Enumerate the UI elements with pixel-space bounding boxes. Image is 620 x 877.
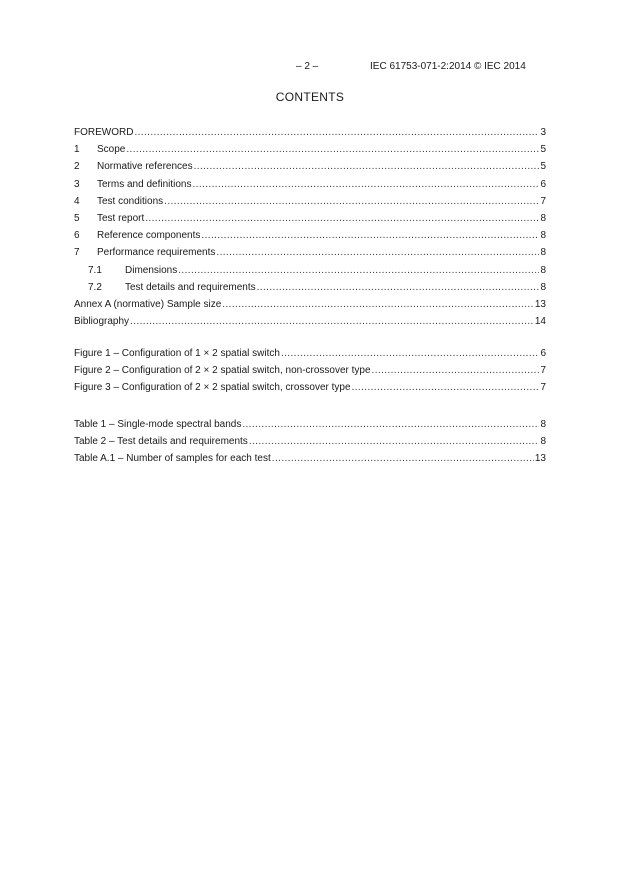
dot-leader (257, 279, 540, 296)
toc-entry-label: Scope (97, 144, 126, 156)
toc-entry-page: 5 (540, 161, 546, 173)
toc-entry[interactable] (74, 345, 546, 362)
toc-entry-label: Figure 1 – Configuration of 1 × 2 spatial switch (74, 348, 280, 359)
toc-entry-label: FOREWORD (74, 127, 134, 138)
page-title: CONTENTS (275, 90, 345, 104)
toc-entry-label: Table 1 – Single-mode spectral bands (74, 419, 242, 430)
toc-entry-page: 14 (534, 316, 546, 328)
toc-entry[interactable] (74, 141, 546, 158)
dot-leader (242, 416, 539, 433)
toc-entry-number: 2 (74, 161, 80, 173)
toc-entry-number: 7.2 (88, 281, 102, 293)
dot-leader (222, 296, 534, 313)
toc-entry-label: Reference components (97, 230, 201, 242)
toc-entry-label: Dimensions (125, 264, 178, 276)
toc-entry-label: Bibliography (74, 316, 130, 328)
toc-entry-number: 4 (74, 195, 80, 207)
toc-entry-page: 13 (534, 298, 546, 310)
toc-entry-page: 7 (540, 365, 546, 377)
toc-entry[interactable] (74, 210, 546, 227)
toc-entry-page: 7 (540, 195, 546, 207)
toc-entry[interactable] (74, 450, 546, 467)
toc-entry-label: Test report (97, 212, 145, 224)
document-reference: IEC 61753-071-2:2014 © IEC 2014 (370, 61, 526, 72)
toc-figures (74, 345, 546, 397)
toc-entry-page: 7 (540, 382, 546, 394)
toc-entry[interactable] (74, 193, 546, 210)
toc-entry[interactable] (74, 244, 546, 261)
toc-entry-page: 8 (540, 230, 546, 242)
dot-leader (249, 433, 540, 450)
toc-entry-number: 7.1 (88, 264, 102, 276)
toc-tables (74, 416, 546, 468)
toc-entry-page: 6 (540, 348, 546, 359)
toc-entry-number: 1 (74, 144, 80, 156)
toc-entry-label: Figure 3 – Configuration of 2 × 2 spatial switch, crossover type (74, 382, 351, 394)
toc-entry-label: Normative references (97, 161, 193, 173)
toc-entry-page: 8 (540, 281, 546, 293)
toc-entry-label: Test conditions (97, 195, 164, 207)
toc-entry-number: 6 (74, 230, 80, 242)
toc-entry[interactable] (74, 279, 546, 296)
toc-entry-label: Table 2 – Test details and requirements (74, 436, 248, 448)
toc-entry-page: 8 (540, 419, 546, 430)
toc-entry-page: 8 (540, 436, 546, 448)
toc-entry-page: 8 (540, 264, 546, 276)
toc-entry-number: 3 (74, 178, 80, 190)
toc-entry-page: 8 (540, 212, 546, 224)
page-header (0, 61, 620, 75)
dot-leader (272, 450, 534, 467)
dot-leader (178, 262, 539, 279)
toc-entry[interactable] (74, 379, 546, 396)
toc-entry-page: 6 (540, 178, 546, 190)
toc-entry-label: Figure 2 – Configuration of 2 × 2 spatial switch, non-crossover type (74, 365, 371, 377)
toc-entry-label: Terms and definitions (97, 178, 192, 190)
toc-entry[interactable] (74, 227, 546, 244)
toc-entry-label: Annex A (normative) Sample size (74, 298, 222, 310)
toc-entry[interactable] (74, 262, 546, 279)
toc-entry-page: 3 (540, 127, 546, 138)
dot-leader (193, 176, 540, 193)
toc-entry-page: 13 (534, 453, 546, 465)
dot-leader (134, 124, 539, 141)
dot-leader (130, 313, 534, 330)
dot-leader (126, 141, 539, 158)
dot-leader (164, 193, 539, 210)
dot-leader (194, 158, 540, 175)
toc-entry-page: 5 (540, 144, 546, 156)
toc-entry[interactable] (74, 176, 546, 193)
toc-entry[interactable] (74, 362, 546, 379)
toc-entry-page: 8 (540, 247, 546, 259)
toc-entry-label: Test details and requirements (125, 281, 256, 293)
dot-leader (145, 210, 539, 227)
toc-entry-number: 7 (74, 247, 80, 259)
toc-entry-label: Performance requirements (97, 247, 216, 259)
dot-leader (216, 244, 539, 261)
toc-entry[interactable] (74, 313, 546, 330)
toc-entry[interactable] (74, 296, 546, 313)
dot-leader (372, 362, 540, 379)
toc-entry-label: Table A.1 – Number of samples for each test (74, 453, 271, 465)
toc-entry[interactable] (74, 433, 546, 450)
toc-entry-number: 5 (74, 212, 80, 224)
toc-entry[interactable] (74, 158, 546, 175)
toc-sections (74, 124, 546, 330)
toc-entry[interactable] (74, 416, 546, 433)
toc-entry[interactable] (74, 124, 546, 141)
page-number: – 2 – (296, 61, 319, 72)
dot-leader (281, 345, 539, 362)
dot-leader (201, 227, 539, 244)
dot-leader (352, 379, 540, 396)
